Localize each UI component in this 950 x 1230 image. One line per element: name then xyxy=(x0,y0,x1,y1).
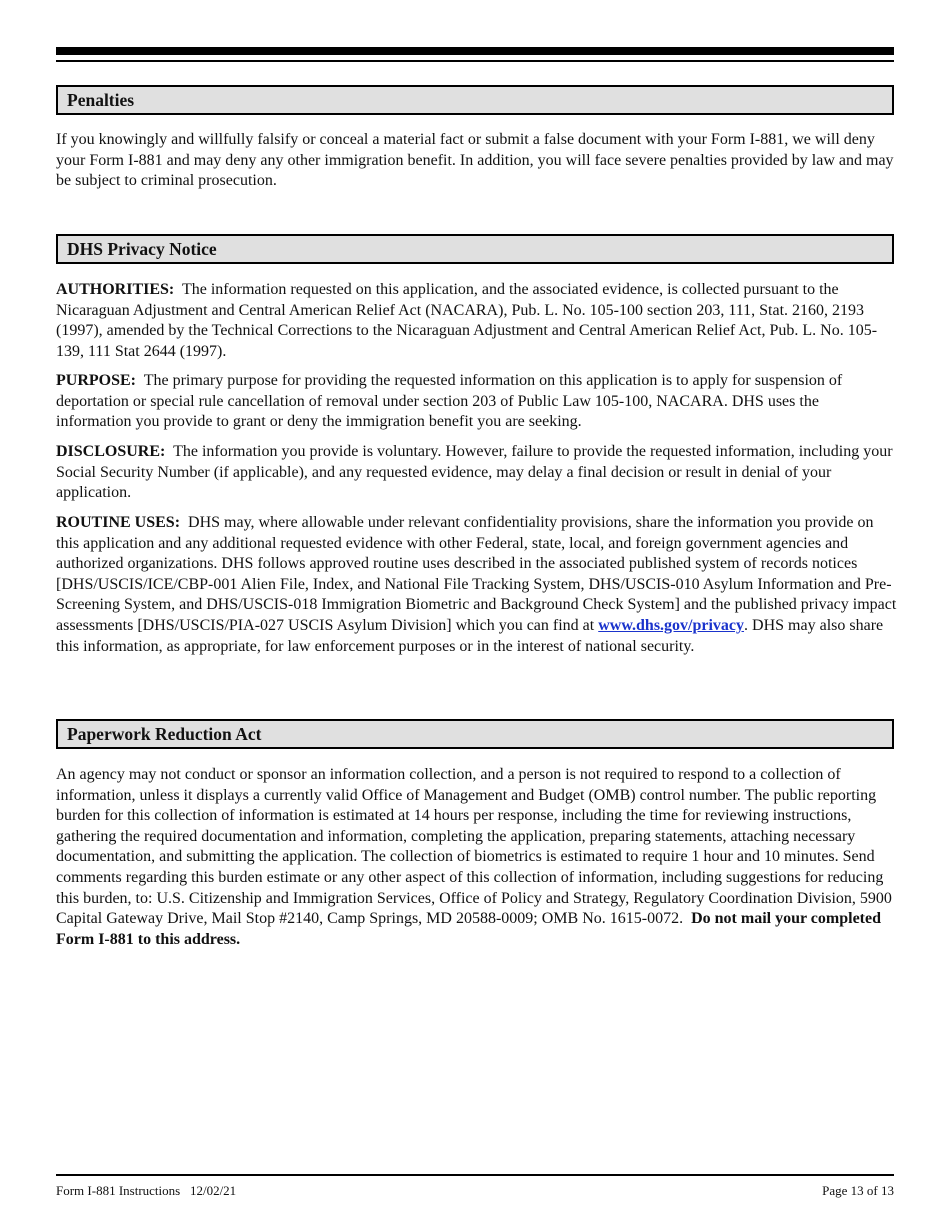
routine-uses-label: ROUTINE USES: xyxy=(56,514,181,531)
paperwork-text: An agency may not conduct or sponsor an information collection, and a person is not required to respond to a collection of information, unless it displays a currently valid Office of Management and Budget (OMB) control number. The public reporting burden for this collection of information is estimated at 14 hours per response, including the time for reviewing instructions, gathering the required documentation and information, completing the application, preparing statements, attaching necessary documentation, and submitting the application. The collection of biometrics is estimated to require 1 hour and 10 minutes. Send comments regarding this burden estimate or any other aspect of this collection of information, including suggestions for reducing this burden, to: U.S. Citizenship and Immigration Services, Office of Policy and Strategy, Regulatory Coordination Division, 5900 Capital Gateway Drive, Mail Stop #2140, Camp Springs, MD 20588-0009; OMB No. 1615-0072. xyxy=(56,766,892,928)
routine-uses-text-after: . DHS may also share this information, as appropriate, for law enforcement purposes or in the interest of national security. xyxy=(56,616,884,655)
purpose-paragraph xyxy=(56,371,898,433)
routine-uses-text: DHS may, where allowable under relevant confidentiality provisions, share the information you provide on this application and any additional requested evidence with other Federal, state, local, and foreign government agencies and authorized organizations. DHS follows approved routine uses described in the associated published system of records notices [DHS/USCIS/ICE/CBP-001 Alien File, Index, and National File Tracking System, DHS/USCIS-010 Asylum Information and Pre-Screening System, and DHS/USCIS-018 Immigration Biometric and Background Check System] and the published privacy impact assessments [DHS/USCIS/PIA-027 USCIS Asylum Division] which you can find at xyxy=(56,514,897,634)
routine-uses-paragraph xyxy=(56,513,898,657)
footer-rule xyxy=(56,1174,894,1176)
authorities-text: The information requested on this application, and the associated evidence, is collected pursuant to the Nicaraguan Adjustment and Central American Relief Act (NACARA), Pub. L. No. 105-100 section 203, 111, Stat. 2160, 2193 (1997), amended by the Technical Corrections to the Nicaraguan Adjustment and Central American Relief Act, Pub. L. No. 105-139, 111 Stat 2644 (1997). xyxy=(56,281,878,360)
top-thin-rule xyxy=(56,60,894,62)
paperwork-paragraph xyxy=(56,765,898,950)
penalties-header: Penalties xyxy=(56,85,894,115)
paperwork-bold-note: Do not mail your completed Form I-881 to this address. xyxy=(56,910,881,948)
paperwork-reduction-header: Paperwork Reduction Act xyxy=(56,719,894,749)
authorities-paragraph xyxy=(56,280,898,362)
disclosure-paragraph xyxy=(56,442,898,504)
authorities-label: AUTHORITIES: xyxy=(56,281,175,298)
privacy-notice-header: DHS Privacy Notice xyxy=(56,234,894,264)
purpose-label: PURPOSE: xyxy=(56,372,136,389)
penalties-text: If you knowingly and willfully falsify or conceal a material fact or submit a false document with your Form I-881, we will deny your Form I-881 and may deny any other immigration benefit. In addition, you will face severe penalties provided by law and may be subject to criminal prosecution. xyxy=(56,131,894,190)
footer-form-id: Form I-881 Instructions 12/02/21 xyxy=(56,1183,237,1198)
top-thick-rule xyxy=(56,47,894,55)
dhs-privacy-link[interactable]: www.dhs.gov/privacy xyxy=(598,616,745,634)
footer-page-number: Page 13 of 13 xyxy=(822,1183,894,1198)
disclosure-text: The information you provide is voluntary. However, failure to provide the requested information, including your Social Security Number (if applicable), and any requested evidence, may delay a final decision or result in denial of your application. xyxy=(56,443,893,502)
disclosure-label: DISCLOSURE: xyxy=(56,443,166,460)
purpose-text: The primary purpose for providing the requested information on this application is to apply for suspension of deportation or special rule cancellation of removal under section 203 of Public Law 105-100, NACARA. DHS uses the information you provide to grant or deny the immigration benefit you are seeking. xyxy=(56,372,843,431)
